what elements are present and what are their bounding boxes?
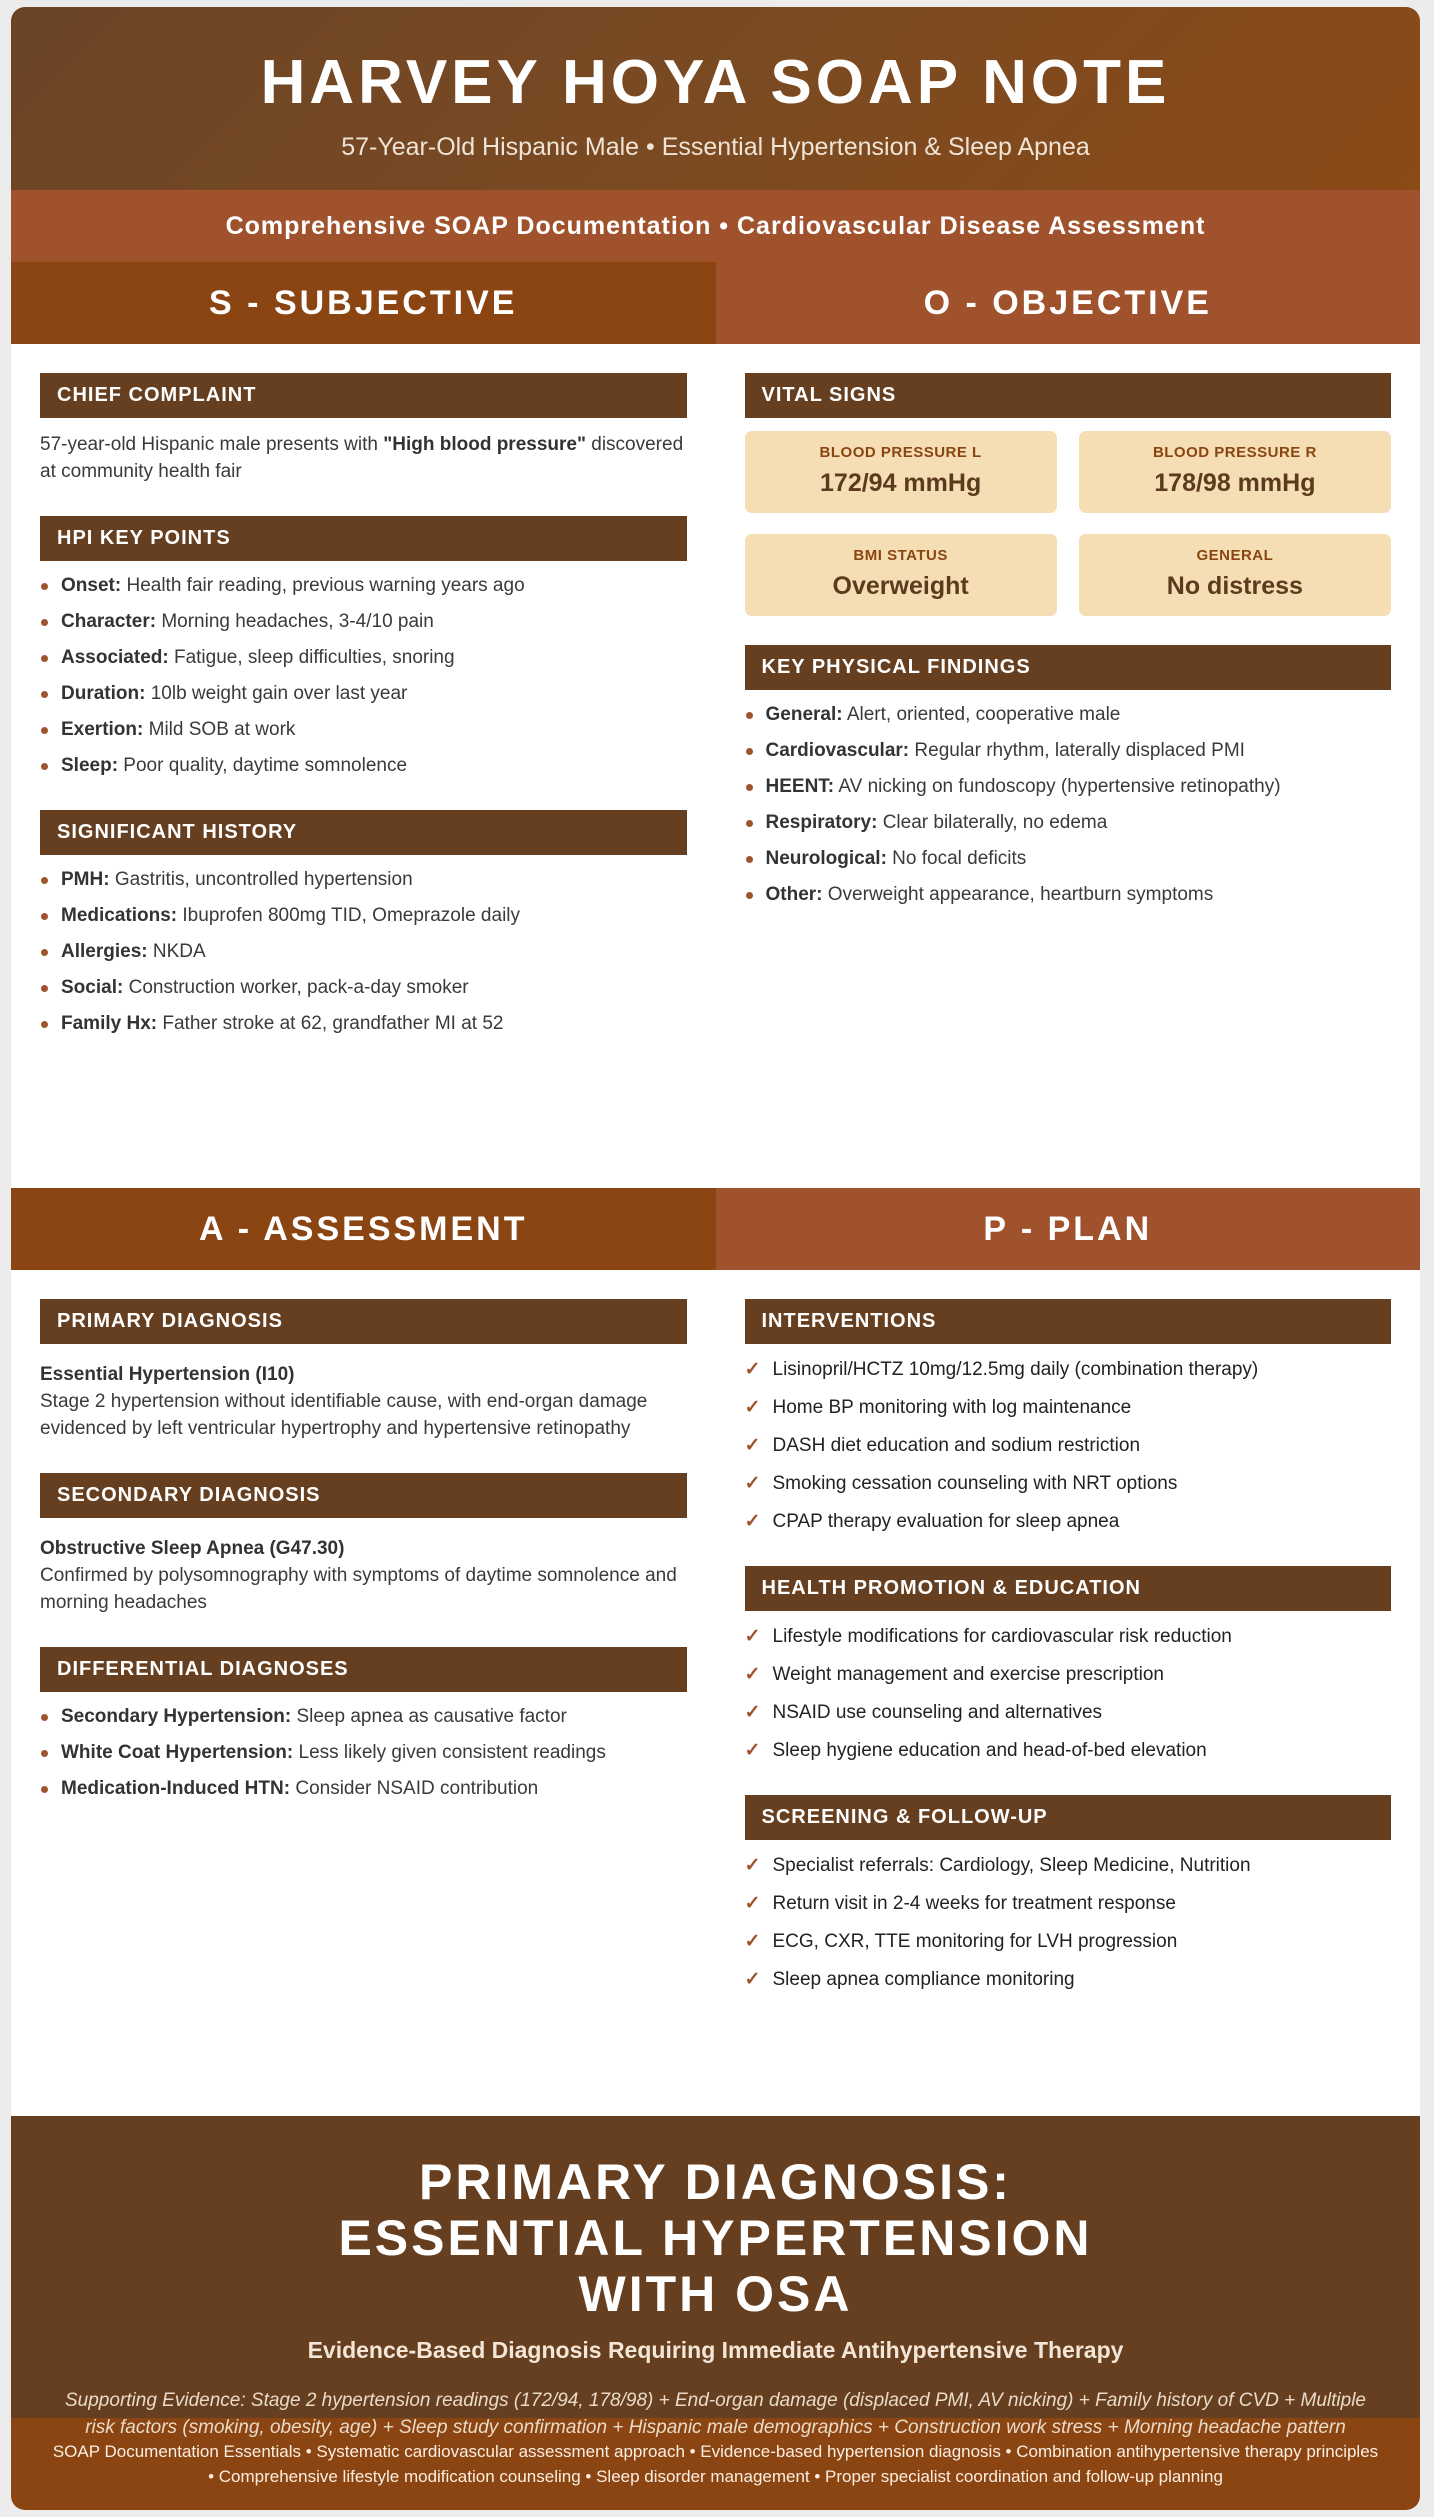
- findings-block: [745, 645, 1392, 908]
- subjective-heading: S - SUBJECTIVE: [11, 262, 716, 344]
- list-item: [40, 572, 687, 599]
- list-item-text: Consider NSAID contribution: [290, 1778, 539, 1799]
- vital-card-general: [1079, 534, 1391, 616]
- plan-item-text: Smoking cessation counseling with NRT options: [772, 1473, 1178, 1494]
- list-item: [40, 644, 687, 671]
- list-item: [40, 752, 687, 779]
- plan-item: [745, 1737, 1392, 1764]
- footer-essentials: SOAP Documentation Essentials • Systematic cardiovascular assessment approach • Evidence-based hypertension diagnosis • Combination antihypertensive therapy principles • Comprehensive lifestyle modification counseling • Sleep disorder management • Proper specialist coordination and follow-up planning: [11, 2418, 1420, 2510]
- list-item-label: General:: [765, 704, 843, 725]
- list-item-text: Regular rhythm, laterally displaced PMI: [909, 740, 1245, 761]
- objective-column: [716, 344, 1421, 1188]
- list-item-label: White Coat Hypertension:: [61, 1742, 294, 1763]
- plan-item-text: Weight management and exercise prescription: [772, 1664, 1164, 1685]
- list-item-label: Character:: [61, 611, 157, 632]
- list-item-text: Less likely given consistent readings: [293, 1742, 606, 1763]
- plan-item-text: DASH diet education and sodium restriction: [772, 1435, 1141, 1456]
- list-item-label: Respiratory:: [765, 812, 878, 833]
- plan-item-text: ECG, CXR, TTE monitoring for LVH progression: [772, 1931, 1178, 1952]
- plan-item: [745, 1470, 1392, 1497]
- list-item-text: Health fair reading, previous warning years ago: [121, 575, 525, 596]
- cc-post: discovered at community health fair: [40, 434, 684, 482]
- plan-heading: P - PLAN: [716, 1188, 1421, 1270]
- differential-title: DIFFERENTIAL DIAGNOSES: [40, 1647, 687, 1692]
- check-icon: ✓: [744, 1893, 761, 1914]
- hpi-list: [40, 572, 687, 779]
- list-item-label: Other:: [765, 884, 823, 905]
- plan-item: [745, 1966, 1392, 1993]
- plan-item: [745, 1699, 1392, 1726]
- plan-item-text: Lifestyle modifications for cardiovascular risk reduction: [772, 1626, 1232, 1647]
- list-item-label: Cardiovascular:: [765, 740, 910, 761]
- list-item-text: Alert, oriented, cooperative male: [842, 704, 1121, 725]
- vital-value: 178/98 mmHg: [1154, 469, 1316, 497]
- list-item: [745, 773, 1392, 800]
- list-item-label: Onset:: [61, 575, 122, 596]
- list-item: [40, 680, 687, 707]
- differential-block: [40, 1647, 687, 1802]
- secondary-dx-block: [40, 1473, 687, 1616]
- vital-label: GENERAL: [1196, 547, 1274, 564]
- check-icon: ✓: [744, 1359, 761, 1380]
- primary-dx-block: [40, 1299, 687, 1442]
- promotion-list: [745, 1623, 1392, 1764]
- cc-pre: 57-year-old Hispanic male presents with: [40, 434, 384, 455]
- list-item-text: Mild SOB at work: [143, 719, 296, 740]
- list-item-label: Allergies:: [61, 941, 148, 962]
- secondary-dx-desc: Confirmed by polysomnography with symptoms of daytime somnolence and morning headaches: [40, 1565, 677, 1613]
- promotion-title: HEALTH PROMOTION & EDUCATION: [745, 1566, 1392, 1611]
- vital-card-bp-right: [1079, 431, 1391, 513]
- list-item-text: Father stroke at 62, grandfather MI at 52: [157, 1013, 504, 1034]
- plan-item-text: Lisinopril/HCTZ 10mg/12.5mg daily (combination therapy): [772, 1359, 1259, 1380]
- plan-item: [745, 1508, 1392, 1535]
- vital-label: BLOOD PRESSURE R: [1152, 444, 1317, 461]
- secondary-dx-title: SECONDARY DIAGNOSIS: [40, 1473, 687, 1518]
- page-subtitle: 57-Year-Old Hispanic Male • Essential Hypertension & Sleep Apnea: [341, 133, 1090, 161]
- list-item: [40, 1775, 687, 1802]
- header: [11, 7, 1420, 190]
- list-item-text: No focal deficits: [886, 848, 1027, 869]
- check-icon: ✓: [744, 1397, 761, 1418]
- plan-item: [745, 1394, 1392, 1421]
- list-item-label: Duration:: [61, 683, 146, 704]
- list-item-text: Morning headaches, 3-4/10 pain: [156, 611, 434, 632]
- list-item-label: PMH:: [61, 869, 110, 890]
- primary-diagnosis-title: PRIMARY DIAGNOSIS: ESSENTIAL HYPERTENSION WITH OSA: [338, 2154, 1093, 2322]
- soap-note-page: [11, 7, 1420, 2510]
- primary-dx-desc: Stage 2 hypertension without identifiable cause, with end-organ damage evidenced by left ventricular hypertrophy and hypertensive retinopathy: [40, 1391, 648, 1439]
- plan-item: [745, 1356, 1392, 1383]
- section-heads-so: [11, 262, 1420, 344]
- check-icon: ✓: [744, 1435, 761, 1456]
- plan-item: [745, 1623, 1392, 1650]
- history-list: [40, 866, 687, 1037]
- plan-item: [745, 1890, 1392, 1917]
- list-item-label: Family Hx:: [61, 1013, 158, 1034]
- list-item-label: HEENT:: [765, 776, 835, 797]
- list-item: [40, 902, 687, 929]
- list-item: [40, 938, 687, 965]
- so-row: [11, 344, 1420, 1188]
- list-item-text: NKDA: [147, 941, 206, 962]
- plan-item-text: Specialist referrals: Cardiology, Sleep Medicine, Nutrition: [772, 1855, 1251, 1876]
- interventions-block: [745, 1299, 1392, 1535]
- vital-label: BMI STATUS: [853, 547, 948, 564]
- subjective-column: [11, 344, 716, 1188]
- check-icon: ✓: [744, 1473, 761, 1494]
- plan-item-text: Home BP monitoring with log maintenance: [772, 1397, 1132, 1418]
- list-item: [40, 866, 687, 893]
- assessment-column: [11, 1270, 716, 2116]
- history-title: SIGNIFICANT HISTORY: [40, 810, 687, 855]
- history-block: [40, 810, 687, 1037]
- plan-column: [716, 1270, 1421, 2116]
- list-item: [40, 1703, 687, 1730]
- list-item: [745, 701, 1392, 728]
- promotion-block: [745, 1566, 1392, 1764]
- plan-item-text: Return visit in 2-4 weeks for treatment response: [772, 1893, 1176, 1914]
- primary-diagnosis-summary: [11, 2116, 1420, 2438]
- assessment-heading: A - ASSESSMENT: [11, 1188, 716, 1270]
- list-item: [745, 809, 1392, 836]
- plan-item-text: Sleep hygiene education and head-of-bed elevation: [772, 1740, 1207, 1761]
- page-title: HARVEY HOYA SOAP NOTE: [260, 48, 1171, 117]
- list-item: [40, 716, 687, 743]
- check-icon: ✓: [744, 1740, 761, 1761]
- list-item-text: Ibuprofen 800mg TID, Omeprazole daily: [177, 905, 521, 926]
- check-icon: ✓: [744, 1855, 761, 1876]
- primary-diagnosis-subtitle: Evidence-Based Diagnosis Requiring Immediate Antihypertensive Therapy: [307, 2337, 1124, 2363]
- hpi-title: HPI KEY POINTS: [40, 516, 687, 561]
- plan-item-text: Sleep apnea compliance monitoring: [772, 1969, 1075, 1990]
- screening-block: [745, 1795, 1392, 1993]
- chief-complaint-title: CHIEF COMPLAINT: [40, 373, 687, 418]
- plan-item: [745, 1432, 1392, 1459]
- documentation-banner: Comprehensive SOAP Documentation • Cardiovascular Disease Assessment: [11, 190, 1420, 262]
- list-item-text: Fatigue, sleep difficulties, snoring: [168, 647, 455, 668]
- hpi-block: [40, 516, 687, 779]
- vitals-title: VITAL SIGNS: [745, 373, 1392, 418]
- findings-title: KEY PHYSICAL FINDINGS: [745, 645, 1392, 690]
- chief-complaint-text: [40, 431, 687, 485]
- list-item-label: Exertion:: [61, 719, 144, 740]
- vital-value: Overweight: [832, 572, 969, 600]
- list-item: [40, 974, 687, 1001]
- ap-row: [11, 1270, 1420, 2116]
- list-item-text: Overweight appearance, heartburn symptoms: [822, 884, 1214, 905]
- plan-item: [745, 1928, 1392, 1955]
- list-item: [40, 608, 687, 635]
- list-item-label: Neurological:: [765, 848, 887, 869]
- plan-item: [745, 1852, 1392, 1879]
- screening-list: [745, 1852, 1392, 1993]
- list-item-label: Medication-Induced HTN:: [61, 1778, 291, 1799]
- check-icon: ✓: [744, 1664, 761, 1685]
- list-item-text: Sleep apnea as causative factor: [291, 1706, 567, 1727]
- list-item: [745, 845, 1392, 872]
- list-item-label: Social:: [61, 977, 124, 998]
- plan-item-text: CPAP therapy evaluation for sleep apnea: [772, 1511, 1120, 1532]
- vitals-grid: [745, 431, 1392, 616]
- section-heads-ap: [11, 1188, 1420, 1270]
- interventions-title: INTERVENTIONS: [745, 1299, 1392, 1344]
- vitals-block: [745, 373, 1392, 616]
- chief-complaint-block: [40, 373, 687, 485]
- list-item-text: Poor quality, daytime somnolence: [118, 755, 408, 776]
- list-item: [745, 737, 1392, 764]
- primary-dx-title: PRIMARY DIAGNOSIS: [40, 1299, 687, 1344]
- list-item: [40, 1739, 687, 1766]
- check-icon: ✓: [744, 1511, 761, 1532]
- primary-dx-name: Essential Hypertension (I10): [40, 1364, 295, 1385]
- vital-value: 172/94 mmHg: [820, 469, 982, 497]
- list-item-text: Gastritis, uncontrolled hypertension: [109, 869, 413, 890]
- objective-heading: O - OBJECTIVE: [716, 262, 1421, 344]
- cc-quote: "High blood pressure": [383, 434, 586, 455]
- vital-card-bmi: [745, 534, 1057, 616]
- secondary-dx-name: Obstructive Sleep Apnea (G47.30): [40, 1538, 345, 1559]
- vital-card-bp-left: [745, 431, 1057, 513]
- check-icon: ✓: [744, 1626, 761, 1647]
- check-icon: ✓: [744, 1969, 761, 1990]
- interventions-list: [745, 1356, 1392, 1535]
- plan-item: [745, 1661, 1392, 1688]
- supporting-evidence: Supporting Evidence: Stage 2 hypertension readings (172/94, 178/98) + End-organ damage (displaced PMI, AV nicking) + Family history of CVD + Multiple risk factors (smoking, obesity, age) + Sleep study confirmation + Hispanic male demographics + Construction work stress + Morning headache pattern: [65, 2390, 1366, 2438]
- vital-value: No distress: [1166, 572, 1303, 600]
- list-item-label: Secondary Hypertension:: [61, 1706, 292, 1727]
- list-item-label: Associated:: [61, 647, 169, 668]
- screening-title: SCREENING & FOLLOW-UP: [745, 1795, 1392, 1840]
- list-item: [745, 881, 1392, 908]
- vital-label: BLOOD PRESSURE L: [819, 444, 982, 461]
- list-item-text: AV nicking on fundoscopy (hypertensive retinopathy): [834, 776, 1281, 797]
- differential-list: [40, 1703, 687, 1802]
- check-icon: ✓: [744, 1931, 761, 1952]
- plan-item-text: NSAID use counseling and alternatives: [772, 1702, 1103, 1723]
- check-icon: ✓: [744, 1702, 761, 1723]
- list-item-label: Sleep:: [61, 755, 119, 776]
- list-item-label: Medications:: [61, 905, 178, 926]
- list-item-text: 10lb weight gain over last year: [145, 683, 408, 704]
- findings-list: [745, 701, 1392, 908]
- list-item: [40, 1010, 687, 1037]
- list-item-text: Clear bilaterally, no edema: [877, 812, 1108, 833]
- list-item-text: Construction worker, pack-a-day smoker: [123, 977, 469, 998]
